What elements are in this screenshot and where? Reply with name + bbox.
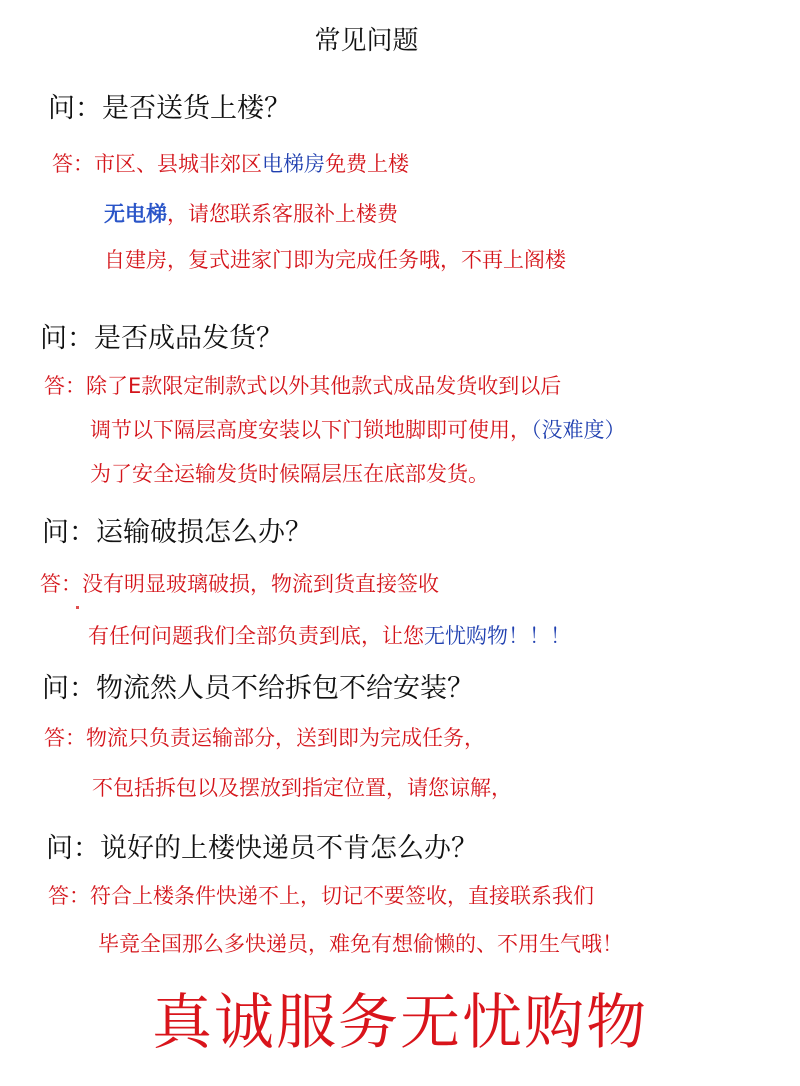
answer-highlight: 无忧购物！！！: [424, 624, 571, 648]
question-1: 问：是否送货上楼？: [48, 93, 291, 124]
answer-1-line-2: [104, 198, 398, 228]
answer-5-line-1: [48, 880, 594, 910]
answer-1-line-1: [52, 148, 409, 178]
answer-text: 自建房，复式进家门即为完成任务哦，不再上阁楼: [104, 248, 566, 272]
answer-text: 调节以下隔层高度安装以下门锁地脚即可使用，: [90, 418, 531, 442]
answer-3-line-1: [40, 568, 439, 598]
answer-text: 不包括拆包以及摆放到指定位置，请您谅解，: [92, 776, 512, 800]
answer-text: 免费上楼: [325, 152, 409, 176]
answer-4-line-2: [92, 772, 512, 802]
answer-label: 答：: [44, 726, 86, 750]
question-4: 问：物流然人员不给拆包不给安装？: [42, 673, 474, 704]
answer-2-line-3: [90, 458, 489, 488]
answer-1-line-3: [104, 244, 566, 274]
slogan: 真诚服务无忧购物: [152, 988, 648, 1058]
question-2: 问：是否成品发货？: [40, 323, 283, 354]
answer-text: 毕竟全国那么多快递员，难免有想偷懒的、不用生气哦！: [98, 932, 623, 956]
answer-label: 答：: [40, 572, 82, 596]
answer-highlight: 电梯房: [262, 152, 325, 176]
answer-text: ，请您联系客服补上楼费: [167, 202, 398, 226]
answer-label: 答：: [44, 374, 86, 398]
question-5: 问：说好的上楼快递员不肯怎么办？: [46, 833, 478, 864]
answer-text: 为了安全运输发货时候隔层压在底部发货。: [90, 462, 489, 486]
answer-text: 除了E款限定制款式以外其他款式成品发货收到以后: [86, 374, 562, 398]
stray-dot: [76, 606, 79, 609]
page-title: 常见问题: [314, 26, 419, 56]
answer-3-line-2: [88, 620, 571, 650]
answer-2-line-1: [44, 370, 561, 400]
answer-label: 答：: [52, 152, 94, 176]
answer-5-line-2: [98, 928, 623, 958]
answer-highlight: （没难度）: [531, 418, 626, 442]
answer-highlight: 无电梯: [104, 202, 167, 226]
answer-text: 市区、县城非郊区: [94, 152, 262, 176]
answer-text: 有任何问题我们全部负责到底，让您: [88, 624, 424, 648]
answer-2-line-2: [90, 414, 626, 444]
answer-text: 物流只负责运输部分，送到即为完成任务，: [86, 726, 485, 750]
answer-text: 符合上楼条件快递不上，切记不要签收，直接联系我们: [90, 884, 594, 908]
answer-text: 没有明显玻璃破损，物流到货直接签收: [82, 572, 439, 596]
answer-4-line-1: [44, 722, 485, 752]
answer-label: 答：: [48, 884, 90, 908]
question-3: 问：运输破损怎么办？: [42, 517, 312, 548]
